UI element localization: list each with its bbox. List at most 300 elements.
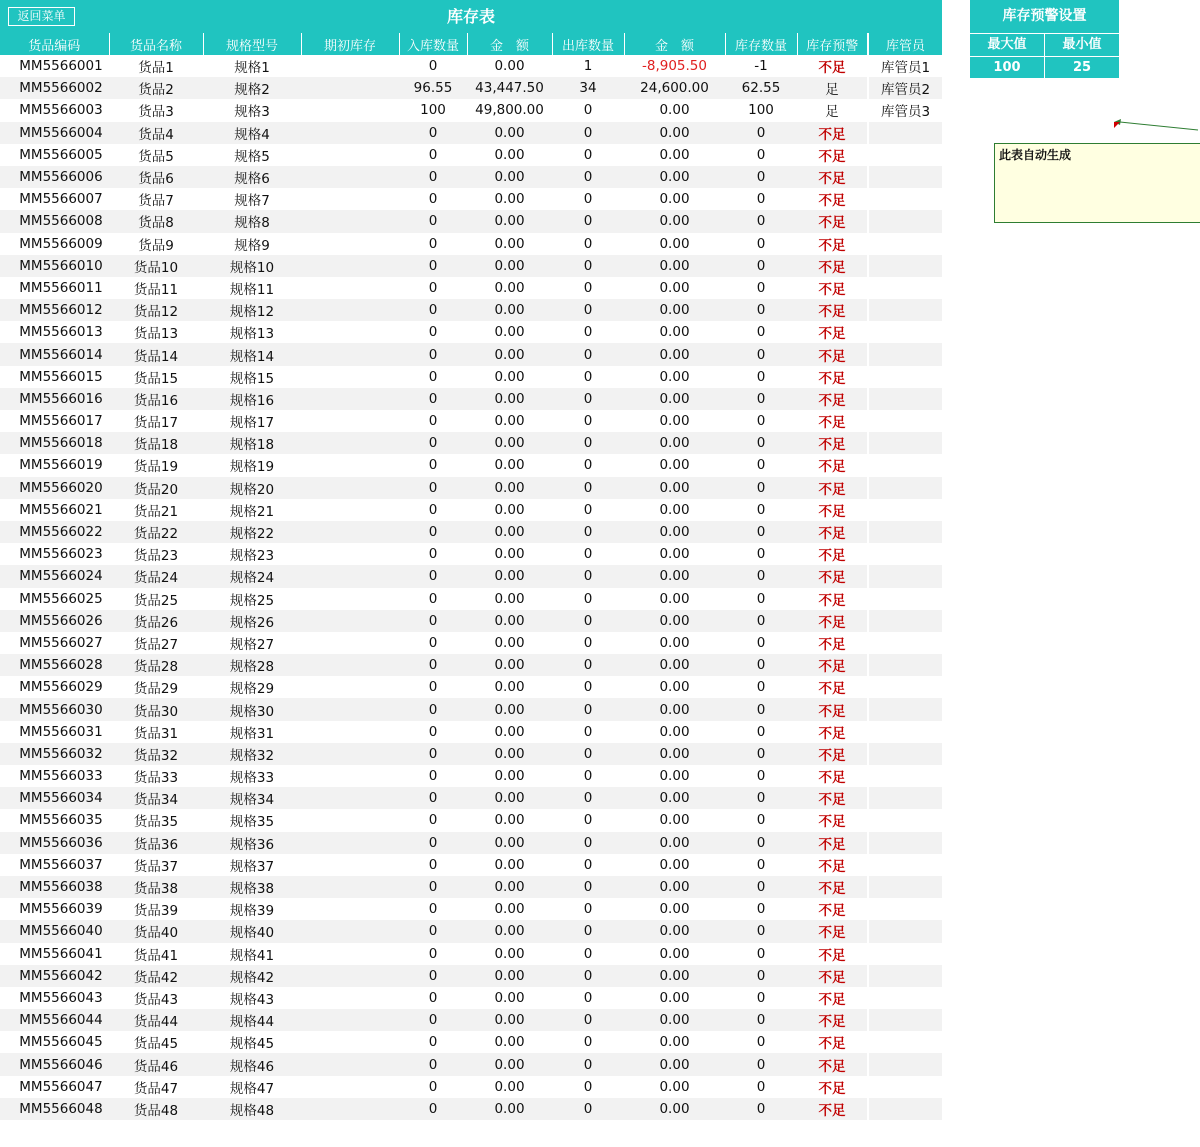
- cell-in-amount[interactable]: 0.00: [467, 654, 552, 676]
- cell-spec[interactable]: 规格35: [229, 814, 275, 831]
- cell-in-amount[interactable]: 0.00: [494, 1034, 525, 1051]
- cell-stock-qty[interactable]: 0: [756, 901, 766, 918]
- cell-name[interactable]: 货品34: [109, 787, 203, 809]
- cell-name[interactable]: 货品38: [109, 876, 203, 898]
- cell-in-qty[interactable]: 0: [399, 388, 467, 410]
- cell-in-amount[interactable]: 0.00: [467, 965, 552, 987]
- cell-spec[interactable]: 规格48: [203, 1098, 301, 1120]
- cell-stock-qty[interactable]: 0: [725, 876, 797, 898]
- cell-stock-qty[interactable]: 0: [725, 565, 797, 587]
- cell-spec[interactable]: 规格9: [234, 237, 270, 254]
- cell-out-qty[interactable]: 0: [583, 546, 593, 563]
- cell-name[interactable]: 货品39: [133, 903, 179, 920]
- cell-opening-stock[interactable]: [301, 876, 399, 898]
- cell-spec[interactable]: 规格44: [203, 1009, 301, 1031]
- cell-name[interactable]: 货品46: [109, 1053, 203, 1075]
- cell-code[interactable]: MM5566038: [0, 876, 109, 898]
- cell-in-qty[interactable]: 0: [399, 743, 467, 765]
- cell-in-qty[interactable]: 0: [399, 299, 467, 321]
- cell-out-qty[interactable]: 0: [583, 501, 593, 518]
- cell-keeper[interactable]: [869, 698, 942, 720]
- cell-keeper[interactable]: 库管员1: [880, 60, 931, 77]
- cell-out-qty[interactable]: 0: [552, 876, 624, 898]
- cell-opening-stock[interactable]: [301, 410, 399, 432]
- cell-stock-qty[interactable]: 0: [756, 1078, 766, 1095]
- cell-keeper[interactable]: [869, 210, 942, 232]
- cell-out-qty[interactable]: 0: [552, 388, 624, 410]
- cell-in-amount[interactable]: 0.00: [494, 368, 525, 385]
- cell-stock-warning[interactable]: 不足: [818, 326, 846, 343]
- cell-code[interactable]: MM5566046: [0, 1053, 109, 1075]
- cell-spec[interactable]: 规格34: [203, 787, 301, 809]
- cell-in-qty[interactable]: 0: [428, 368, 438, 385]
- cell-stock-warning[interactable]: 不足: [797, 255, 867, 277]
- cell-spec[interactable]: 规格6: [203, 166, 301, 188]
- cell-out-amount[interactable]: 0.00: [659, 279, 690, 296]
- cell-name[interactable]: 货品37: [133, 858, 179, 875]
- cell-name[interactable]: 货品35: [133, 814, 179, 831]
- cell-in-qty[interactable]: 0: [399, 521, 467, 543]
- cell-opening-stock[interactable]: [301, 210, 399, 232]
- cell-in-qty[interactable]: 0: [428, 590, 438, 607]
- cell-in-amount[interactable]: 0.00: [494, 235, 525, 252]
- cell-stock-warning[interactable]: 不足: [818, 770, 846, 787]
- cell-out-qty[interactable]: 0: [583, 324, 593, 341]
- cell-name[interactable]: 货品21: [133, 503, 179, 520]
- cell-name[interactable]: 货品3: [138, 104, 174, 121]
- cell-stock-warning[interactable]: 不足: [797, 166, 867, 188]
- cell-out-amount[interactable]: 0.00: [624, 920, 725, 942]
- cell-in-qty[interactable]: 0: [428, 768, 438, 785]
- cell-out-qty[interactable]: 1: [583, 58, 593, 75]
- cell-out-qty[interactable]: 0: [583, 1078, 593, 1095]
- cell-in-qty[interactable]: 0: [428, 679, 438, 696]
- cell-spec[interactable]: 规格37: [229, 858, 275, 875]
- cell-stock-qty[interactable]: 0: [725, 432, 797, 454]
- cell-stock-qty[interactable]: 0: [756, 368, 766, 385]
- cell-stock-qty[interactable]: 0: [756, 812, 766, 829]
- cell-stock-qty[interactable]: 100: [748, 102, 774, 119]
- cell-out-amount[interactable]: 0.00: [624, 876, 725, 898]
- cell-spec[interactable]: 规格31: [229, 725, 275, 742]
- cell-opening-stock[interactable]: [301, 787, 399, 809]
- cell-spec[interactable]: 规格13: [229, 326, 275, 343]
- cell-out-qty[interactable]: 0: [583, 102, 593, 119]
- cell-keeper[interactable]: [869, 255, 942, 277]
- cell-stock-warning[interactable]: 不足: [797, 210, 867, 232]
- cell-code[interactable]: MM5566008: [0, 210, 109, 232]
- cell-in-qty[interactable]: 0: [428, 723, 438, 740]
- cell-code[interactable]: MM5566019: [19, 457, 103, 474]
- cell-opening-stock[interactable]: [301, 588, 399, 610]
- cell-name[interactable]: 货品42: [109, 965, 203, 987]
- cell-keeper[interactable]: [869, 898, 942, 920]
- cell-out-amount[interactable]: 0.00: [624, 299, 725, 321]
- cell-in-amount[interactable]: 0.00: [494, 546, 525, 563]
- cell-out-qty[interactable]: 0: [552, 920, 624, 942]
- cell-name[interactable]: 货品45: [133, 1036, 179, 1053]
- cell-name[interactable]: 货品25: [133, 592, 179, 609]
- cell-stock-qty[interactable]: 0: [756, 723, 766, 740]
- cell-code[interactable]: MM5566020: [0, 477, 109, 499]
- cell-out-qty[interactable]: 0: [583, 768, 593, 785]
- cell-spec[interactable]: 规格38: [203, 876, 301, 898]
- cell-in-amount[interactable]: 0.00: [494, 856, 525, 873]
- cell-in-qty[interactable]: 0: [428, 279, 438, 296]
- cell-in-amount[interactable]: 0.00: [467, 477, 552, 499]
- cell-in-qty[interactable]: 0: [399, 787, 467, 809]
- cell-keeper[interactable]: [869, 588, 942, 610]
- cell-name[interactable]: 货品30: [109, 698, 203, 720]
- cell-spec[interactable]: 规格3: [234, 104, 270, 121]
- cell-in-amount[interactable]: 0.00: [467, 743, 552, 765]
- cell-keeper[interactable]: [869, 521, 942, 543]
- cell-keeper[interactable]: [869, 144, 942, 166]
- cell-stock-qty[interactable]: 0: [756, 1034, 766, 1051]
- cell-stock-qty[interactable]: 0: [725, 1098, 797, 1120]
- cell-in-qty[interactable]: 0: [399, 876, 467, 898]
- cell-out-qty[interactable]: 0: [583, 368, 593, 385]
- cell-in-qty[interactable]: 0: [399, 1009, 467, 1031]
- cell-code[interactable]: MM5566007: [19, 191, 103, 208]
- cell-opening-stock[interactable]: [301, 809, 399, 831]
- cell-out-qty[interactable]: 0: [552, 343, 624, 365]
- cell-stock-warning[interactable]: 不足: [818, 548, 846, 565]
- cell-stock-qty[interactable]: 0: [725, 388, 797, 410]
- cell-stock-warning[interactable]: 不足: [797, 832, 867, 854]
- cell-out-qty[interactable]: 0: [552, 565, 624, 587]
- cell-code[interactable]: MM5566017: [19, 413, 103, 430]
- cell-stock-qty[interactable]: 0: [756, 413, 766, 430]
- cell-out-amount[interactable]: 0.00: [659, 856, 690, 873]
- cell-in-qty[interactable]: 0: [399, 432, 467, 454]
- cell-out-amount[interactable]: 0.00: [624, 832, 725, 854]
- cell-in-qty[interactable]: 0: [428, 634, 438, 651]
- cell-out-amount[interactable]: 0.00: [659, 413, 690, 430]
- cell-name[interactable]: 货品43: [133, 991, 179, 1008]
- cell-opening-stock[interactable]: [301, 233, 399, 255]
- cell-code[interactable]: MM5566013: [19, 324, 103, 341]
- cell-spec[interactable]: 规格46: [203, 1053, 301, 1075]
- cell-code[interactable]: MM5566037: [19, 856, 103, 873]
- cell-keeper[interactable]: [869, 965, 942, 987]
- cell-in-amount[interactable]: 0.00: [494, 457, 525, 474]
- cell-opening-stock[interactable]: [301, 721, 399, 743]
- cell-stock-qty[interactable]: 0: [756, 989, 766, 1006]
- cell-in-amount[interactable]: 0.00: [494, 590, 525, 607]
- cell-stock-warning[interactable]: 不足: [797, 743, 867, 765]
- cell-stock-qty[interactable]: 0: [756, 768, 766, 785]
- cell-code[interactable]: MM5566048: [0, 1098, 109, 1120]
- cell-name[interactable]: 货品2: [109, 77, 203, 99]
- cell-stock-warning[interactable]: 不足: [818, 991, 846, 1008]
- cell-in-amount[interactable]: 0.00: [494, 413, 525, 430]
- cell-keeper[interactable]: [869, 765, 942, 787]
- cell-opening-stock[interactable]: [301, 521, 399, 543]
- cell-stock-warning[interactable]: 不足: [818, 592, 846, 609]
- cell-out-qty[interactable]: 0: [583, 901, 593, 918]
- cell-opening-stock[interactable]: [301, 1009, 399, 1031]
- cell-spec[interactable]: 规格15: [229, 370, 275, 387]
- cell-spec[interactable]: 规格47: [229, 1080, 275, 1097]
- cell-in-amount[interactable]: 0.00: [494, 901, 525, 918]
- cell-in-amount[interactable]: 0.00: [467, 166, 552, 188]
- cell-opening-stock[interactable]: [301, 77, 399, 99]
- cell-spec[interactable]: 规格43: [229, 991, 275, 1008]
- cell-keeper[interactable]: [869, 432, 942, 454]
- cell-opening-stock[interactable]: [301, 432, 399, 454]
- cell-stock-qty[interactable]: -1: [754, 58, 768, 75]
- cell-code[interactable]: MM5566044: [0, 1009, 109, 1031]
- max-value-cell[interactable]: 100: [970, 57, 1044, 78]
- cell-code[interactable]: MM5566011: [19, 279, 103, 296]
- cell-spec[interactable]: 规格11: [229, 281, 275, 298]
- cell-keeper[interactable]: [869, 1053, 942, 1075]
- cell-code[interactable]: MM5566018: [0, 432, 109, 454]
- cell-spec[interactable]: 规格20: [203, 477, 301, 499]
- cell-stock-qty[interactable]: 0: [725, 610, 797, 632]
- cell-code[interactable]: MM5566047: [19, 1078, 103, 1095]
- cell-stock-warning[interactable]: 不足: [818, 459, 846, 476]
- cell-spec[interactable]: 规格19: [229, 459, 275, 476]
- cell-stock-qty[interactable]: 0: [725, 832, 797, 854]
- cell-in-amount[interactable]: 0.00: [467, 1009, 552, 1031]
- cell-in-qty[interactable]: 100: [420, 102, 446, 119]
- cell-spec[interactable]: 规格40: [203, 920, 301, 942]
- cell-in-qty[interactable]: 0: [399, 477, 467, 499]
- cell-in-qty[interactable]: 0: [428, 191, 438, 208]
- cell-opening-stock[interactable]: [301, 543, 399, 565]
- cell-spec[interactable]: 规格27: [229, 636, 275, 653]
- cell-out-amount[interactable]: 0.00: [659, 812, 690, 829]
- cell-out-amount[interactable]: 0.00: [624, 477, 725, 499]
- cell-in-amount[interactable]: 0.00: [467, 521, 552, 543]
- cell-in-amount[interactable]: 49,800.00: [475, 102, 544, 119]
- cell-stock-warning[interactable]: 不足: [818, 1036, 846, 1053]
- cell-in-amount[interactable]: 0.00: [467, 299, 552, 321]
- cell-opening-stock[interactable]: [301, 499, 399, 521]
- cell-keeper[interactable]: [869, 388, 942, 410]
- cell-stock-qty[interactable]: 0: [756, 501, 766, 518]
- cell-code[interactable]: MM5566025: [19, 590, 103, 607]
- cell-stock-warning[interactable]: 不足: [818, 415, 846, 432]
- cell-opening-stock[interactable]: [301, 321, 399, 343]
- cell-stock-qty[interactable]: 0: [725, 698, 797, 720]
- cell-spec[interactable]: 规格32: [203, 743, 301, 765]
- cell-stock-qty[interactable]: 0: [725, 166, 797, 188]
- cell-in-qty[interactable]: 0: [399, 166, 467, 188]
- cell-name[interactable]: 货品19: [133, 459, 179, 476]
- cell-name[interactable]: 货品32: [109, 743, 203, 765]
- cell-keeper[interactable]: [869, 122, 942, 144]
- cell-keeper[interactable]: [869, 343, 942, 365]
- cell-out-qty[interactable]: 34: [552, 77, 624, 99]
- cell-in-qty[interactable]: 0: [428, 146, 438, 163]
- cell-out-qty[interactable]: 0: [552, 787, 624, 809]
- cell-keeper[interactable]: [869, 1009, 942, 1031]
- cell-name[interactable]: 货品13: [133, 326, 179, 343]
- cell-spec[interactable]: 规格28: [203, 654, 301, 676]
- cell-stock-warning[interactable]: 不足: [797, 1098, 867, 1120]
- cell-opening-stock[interactable]: [301, 122, 399, 144]
- cell-spec[interactable]: 规格14: [203, 343, 301, 365]
- cell-name[interactable]: 货品11: [133, 281, 179, 298]
- cell-spec[interactable]: 规格24: [203, 565, 301, 587]
- cell-keeper[interactable]: [869, 410, 942, 432]
- cell-out-amount[interactable]: 0.00: [659, 1034, 690, 1051]
- cell-opening-stock[interactable]: [301, 676, 399, 698]
- cell-in-qty[interactable]: 0: [399, 1098, 467, 1120]
- cell-name[interactable]: 货品5: [138, 148, 174, 165]
- cell-out-amount[interactable]: 0.00: [624, 388, 725, 410]
- cell-in-amount[interactable]: 0.00: [467, 787, 552, 809]
- cell-out-amount[interactable]: 0.00: [659, 901, 690, 918]
- cell-keeper[interactable]: [869, 832, 942, 854]
- cell-stock-warning[interactable]: 不足: [818, 947, 846, 964]
- cell-name[interactable]: 货品22: [109, 521, 203, 543]
- cell-name[interactable]: 货品40: [109, 920, 203, 942]
- cell-opening-stock[interactable]: [301, 144, 399, 166]
- cell-out-amount[interactable]: 0.00: [659, 590, 690, 607]
- cell-keeper[interactable]: [869, 676, 942, 698]
- cell-code[interactable]: MM5566005: [19, 146, 103, 163]
- cell-code[interactable]: MM5566043: [19, 989, 103, 1006]
- cell-code[interactable]: MM5566004: [0, 122, 109, 144]
- cell-out-qty[interactable]: 0: [552, 166, 624, 188]
- cell-stock-warning[interactable]: 不足: [818, 814, 846, 831]
- cell-opening-stock[interactable]: [301, 1053, 399, 1075]
- cell-name[interactable]: 货品27: [133, 636, 179, 653]
- cell-keeper[interactable]: [869, 454, 942, 476]
- cell-spec[interactable]: 规格10: [203, 255, 301, 277]
- cell-in-amount[interactable]: 0.00: [467, 565, 552, 587]
- cell-code[interactable]: MM5566034: [0, 787, 109, 809]
- cell-stock-qty[interactable]: 0: [756, 856, 766, 873]
- cell-code[interactable]: MM5566026: [0, 610, 109, 632]
- cell-name[interactable]: 货品26: [109, 610, 203, 632]
- cell-in-qty[interactable]: 0: [428, 1078, 438, 1095]
- cell-spec[interactable]: 规格2: [203, 77, 301, 99]
- cell-name[interactable]: 货品16: [109, 388, 203, 410]
- cell-out-qty[interactable]: 0: [583, 146, 593, 163]
- cell-out-qty[interactable]: 0: [583, 679, 593, 696]
- cell-opening-stock[interactable]: [301, 188, 399, 210]
- cell-in-qty[interactable]: 0: [399, 654, 467, 676]
- cell-in-qty[interactable]: 0: [399, 565, 467, 587]
- cell-spec[interactable]: 规格1: [234, 60, 270, 77]
- cell-out-qty[interactable]: 0: [583, 590, 593, 607]
- cell-out-amount[interactable]: 0.00: [624, 787, 725, 809]
- cell-name[interactable]: 货品47: [133, 1080, 179, 1097]
- cell-spec[interactable]: 规格16: [203, 388, 301, 410]
- cell-out-qty[interactable]: 0: [583, 812, 593, 829]
- cell-in-qty[interactable]: 0: [399, 1053, 467, 1075]
- cell-keeper[interactable]: [869, 1076, 942, 1098]
- cell-stock-qty[interactable]: 0: [756, 191, 766, 208]
- cell-code[interactable]: MM5566015: [19, 368, 103, 385]
- cell-out-qty[interactable]: 0: [552, 299, 624, 321]
- cell-out-qty[interactable]: 0: [583, 191, 593, 208]
- cell-keeper[interactable]: [869, 321, 942, 343]
- cell-stock-warning[interactable]: 不足: [818, 636, 846, 653]
- cell-in-amount[interactable]: 0.00: [467, 343, 552, 365]
- cell-out-qty[interactable]: 0: [583, 1034, 593, 1051]
- cell-opening-stock[interactable]: [301, 277, 399, 299]
- cell-out-amount[interactable]: 0.00: [624, 521, 725, 543]
- cell-stock-qty[interactable]: 0: [725, 255, 797, 277]
- cell-in-amount[interactable]: 0.00: [494, 324, 525, 341]
- cell-out-amount[interactable]: 0.00: [624, 565, 725, 587]
- cell-stock-warning[interactable]: 不足: [797, 299, 867, 321]
- cell-opening-stock[interactable]: [301, 965, 399, 987]
- cell-keeper[interactable]: [869, 233, 942, 255]
- cell-code[interactable]: MM5566016: [0, 388, 109, 410]
- cell-spec[interactable]: 规格17: [229, 415, 275, 432]
- cell-stock-qty[interactable]: 0: [725, 210, 797, 232]
- cell-keeper[interactable]: [869, 1098, 942, 1120]
- cell-code[interactable]: MM5566012: [0, 299, 109, 321]
- cell-stock-qty[interactable]: 0: [725, 654, 797, 676]
- cell-out-amount[interactable]: 0.00: [659, 768, 690, 785]
- cell-code[interactable]: MM5566001: [19, 58, 103, 75]
- cell-keeper[interactable]: [869, 366, 942, 388]
- cell-in-amount[interactable]: 0.00: [467, 1098, 552, 1120]
- cell-out-amount[interactable]: 0.00: [624, 255, 725, 277]
- return-menu-button[interactable]: 返回菜单: [8, 7, 75, 26]
- cell-stock-qty[interactable]: 0: [725, 1053, 797, 1075]
- cell-stock-qty[interactable]: 0: [725, 743, 797, 765]
- cell-in-amount[interactable]: 0.00: [467, 1053, 552, 1075]
- cell-opening-stock[interactable]: [301, 898, 399, 920]
- cell-out-qty[interactable]: 0: [552, 743, 624, 765]
- cell-spec[interactable]: 规格33: [229, 770, 275, 787]
- cell-stock-qty[interactable]: 62.55: [725, 77, 797, 99]
- cell-opening-stock[interactable]: [301, 166, 399, 188]
- cell-keeper[interactable]: [869, 987, 942, 1009]
- cell-out-qty[interactable]: 0: [552, 122, 624, 144]
- cell-out-qty[interactable]: 0: [583, 945, 593, 962]
- cell-in-amount[interactable]: 0.00: [467, 610, 552, 632]
- cell-stock-warning[interactable]: 不足: [797, 477, 867, 499]
- cell-in-amount[interactable]: 0.00: [494, 501, 525, 518]
- cell-out-amount[interactable]: 0.00: [659, 235, 690, 252]
- cell-name[interactable]: 货品28: [109, 654, 203, 676]
- cell-stock-warning[interactable]: 不足: [797, 122, 867, 144]
- cell-out-amount[interactable]: 0.00: [624, 1098, 725, 1120]
- cell-keeper[interactable]: 库管员2: [869, 77, 942, 99]
- cell-opening-stock[interactable]: [301, 1076, 399, 1098]
- cell-stock-qty[interactable]: 0: [756, 546, 766, 563]
- cell-stock-qty[interactable]: 0: [756, 590, 766, 607]
- cell-in-amount[interactable]: 0.00: [494, 191, 525, 208]
- cell-stock-warning[interactable]: 不足: [818, 370, 846, 387]
- cell-name[interactable]: 货品41: [133, 947, 179, 964]
- cell-stock-warning[interactable]: 不足: [818, 903, 846, 920]
- cell-in-qty[interactable]: 0: [399, 122, 467, 144]
- cell-opening-stock[interactable]: [301, 743, 399, 765]
- cell-keeper[interactable]: [869, 188, 942, 210]
- cell-stock-warning[interactable]: 不足: [818, 725, 846, 742]
- cell-code[interactable]: MM5566028: [0, 654, 109, 676]
- cell-name[interactable]: 货品29: [133, 681, 179, 698]
- cell-out-qty[interactable]: 0: [552, 1098, 624, 1120]
- cell-opening-stock[interactable]: [301, 454, 399, 476]
- cell-out-amount[interactable]: 0.00: [624, 343, 725, 365]
- cell-in-qty[interactable]: 0: [428, 58, 438, 75]
- cell-in-qty[interactable]: 0: [399, 255, 467, 277]
- cell-in-amount[interactable]: 0.00: [494, 1078, 525, 1095]
- cell-in-amount[interactable]: 0.00: [494, 812, 525, 829]
